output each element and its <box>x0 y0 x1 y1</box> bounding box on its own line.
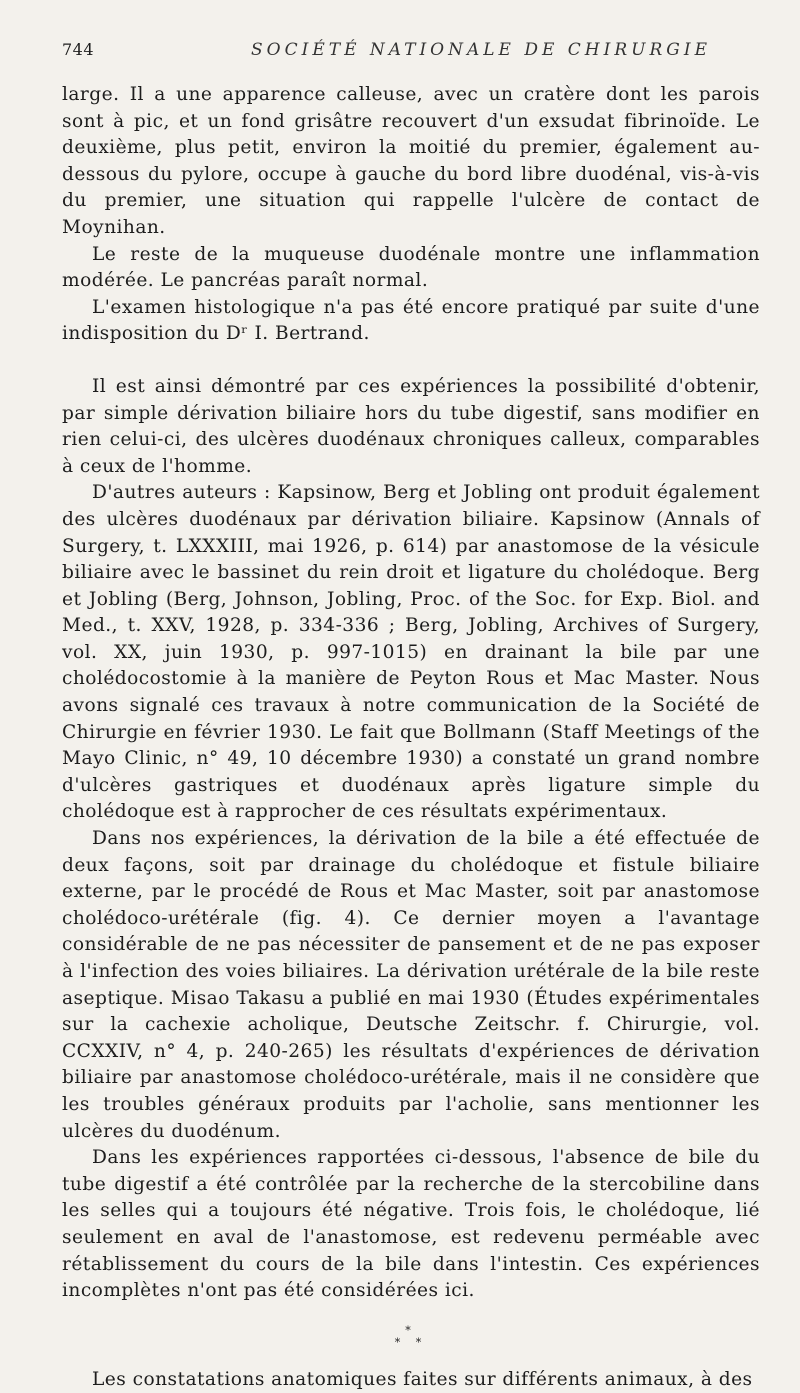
paragraph: Dans les expériences rapportées ci-dessous, l'absence de bile du tube digestif a été contrôlée par la recherche de la stercobiline dans les selles qui a toujours été négative. Trois fois, le cholédoque, lié seulement en aval de l'anastomose, est redevenu perméable avec rétablissement du cours de la bile dans l'intestin. Ces expériences incomplètes n'ont pas été considérées ici. <box>62 1147 760 1302</box>
paragraph: large. Il a une apparence calleuse, avec un cratère dont les parois sont à pic, et un fond grisâtre recouvert d'un exsudat fibrinoïde. Le deuxième, plus petit, environ la moitié du premier, également au-dessous du pylore, occupe à gauche du bord libre duodénal, vis-à-vis du premier, une situation qui rappelle l'ulcère de contact de Moynihan. <box>62 84 760 238</box>
page-number: 744 <box>62 40 95 59</box>
page-header <box>62 40 760 64</box>
paragraph: Il est ainsi démontré par ces expériences la possibilité d'obtenir, par simple dérivation biliaire hors du tube digestif, sans modifier en rien celui-ci, des ulcères duodénaux chroniques calleux, comparables à ceux de l'homme. <box>62 375 760 477</box>
paragraph: Les constatations anatomiques faites sur différents animaux, à des <box>92 1368 753 1390</box>
paragraph: Dans nos expériences, la dérivation de la bile a été effectuée de deux façons, soit par drainage du cholédoque et fistule biliaire externe, par le procédé de Rous et Mac Master, soit par anastomose cholédoco-urétérale (fig. 4). Ce dernier moyen a l'avantage considérable de ne pas nécessiter de pansement et de ne pas exposer à l'infection des voies biliaires. La dérivation urétérale de la bile reste aseptique. Misao Takasu a publié en mai 1930 (Études expérimentales sur la cachexie acholique, Deutsche Zeitschr. f. Chirurgie, vol. CCXXIV, n° 4, p. 240-265) les résultats d'expériences de dérivation biliaire par anastomose cholédoco-urétérale, mais il ne considère que les troubles généraux produits par l'acholie, sans mentionner les ulcères du duodénum. <box>62 828 760 1142</box>
paragraph: Le reste de la muqueuse duodénale montre une inflammation modérée. Le pancréas paraît normal. <box>62 243 760 292</box>
separator-star-bottom: * * <box>394 1335 428 1349</box>
paragraph: D'autres auteurs : Kapsinow, Berg et Jobling ont produit également des ulcères duodénaux par dérivation biliaire. Kapsinow (Annals of Surgery, t. LXXXIII, mai 1926, p. 614) par anastomose de la vésicule biliaire avec le bassinet du rein droit et ligature du cholédoque. Berg et Jobling (Berg, Johnson, Jobling, Proc. of the Soc. for Exp. Biol. and Med., t. XXV, 1928, p. 334-336 ; Berg, Jobling, Archives of Surgery, vol. XX, juin 1930, p. 997-1015) en drainant la bile par une cholédocostomie à la manière de Peyton Rous et Mac Master. Nous avons signalé ces travaux à notre communication de la Société de Chirurgie en février 1930. Le fait que Bollmann (Staff Meetings of the Mayo Clinic, n° 49, 10 décembre 1930) a constaté un grand nombre d'ulcères gastriques et duodénaux après ligature simple du cholédoque est à rapprocher de ces résultats expérimentaux. <box>62 482 760 823</box>
paragraph: L'examen histologique n'a pas été encore pratiqué par suite d'une indisposition du Dʳ I. Bertrand. <box>62 296 760 345</box>
separator-star-top: * <box>405 1323 417 1337</box>
page-body <box>62 82 760 1393</box>
running-title: SOCIÉTÉ NATIONALE DE CHIRURGIE <box>251 40 711 60</box>
